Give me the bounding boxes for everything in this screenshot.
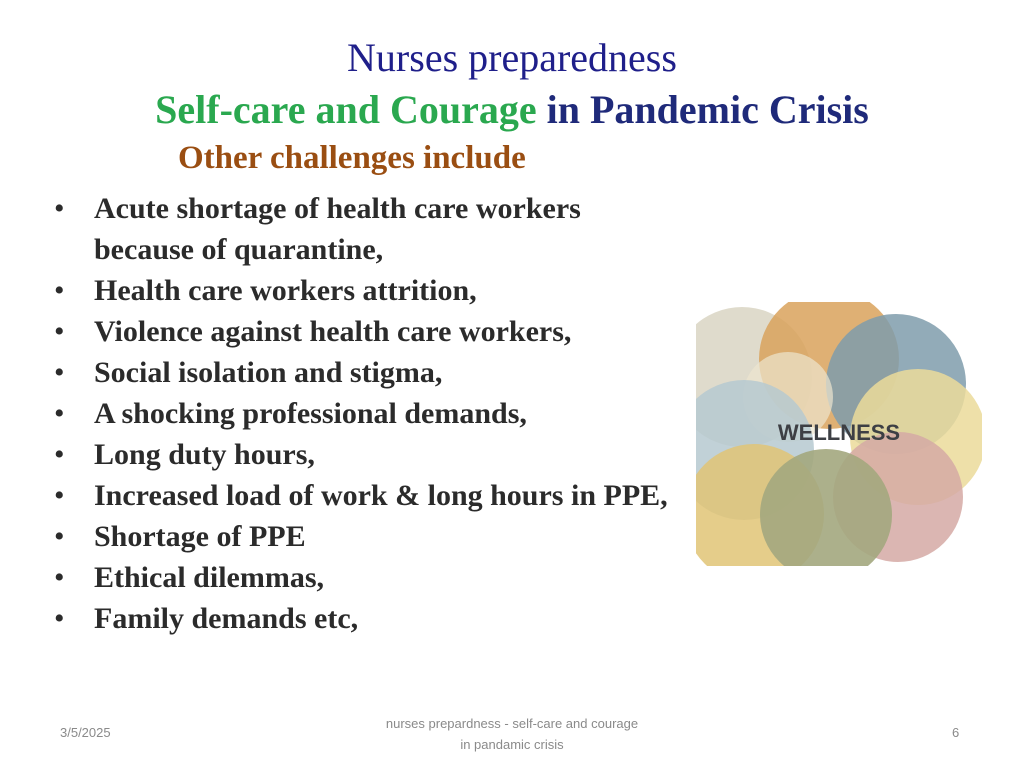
footer-date: 3/5/2025 [60, 725, 111, 740]
subtitle-highlight: Self-care and Courage [155, 87, 537, 132]
list-item: • Long duty hours, [54, 434, 684, 475]
section-heading: Other challenges include [178, 140, 526, 176]
bullet-icon: • [54, 356, 65, 389]
bullet-icon: • [54, 315, 65, 348]
list-item: • A shocking professional demands, [54, 393, 684, 434]
bullet-icon: • [54, 192, 65, 225]
list-item: • Violence against health care workers, [54, 311, 684, 352]
subtitle-rest: in Pandemic Crisis [546, 87, 869, 132]
list-item: • Social isolation and stigma, [54, 352, 684, 393]
bullet-icon: • [54, 602, 65, 635]
footer-line-2: in pandamic crisis [460, 737, 564, 752]
list-item: • Acute shortage of health care workers because of quarantine, [54, 188, 684, 270]
list-item: • Increased load of work & long hours in PPE, [54, 475, 684, 516]
list-item: • Family demands etc, [54, 598, 684, 639]
bullet-icon: • [54, 438, 65, 471]
bullet-icon: • [54, 397, 65, 430]
bullet-icon: • [54, 274, 65, 307]
list-item: • Ethical dilemmas, [54, 557, 684, 598]
challenges-list [54, 188, 684, 639]
bullet-icon: • [54, 520, 65, 553]
list-item: • Shortage of PPE [54, 516, 684, 557]
list-item: • Health care workers attrition, [54, 270, 684, 311]
footer-text [352, 713, 672, 755]
wellness-label: WELLNESS [777, 420, 901, 445]
slide-subtitle [0, 86, 1024, 134]
bullet-icon: • [54, 561, 65, 594]
slide-title: Nurses preparedness [347, 35, 677, 80]
wellness-image [696, 302, 982, 566]
page-number: 6 [952, 725, 960, 740]
bullet-icon: • [54, 479, 65, 512]
footer-line-1: nurses prepardness - self-care and courage [385, 716, 639, 731]
